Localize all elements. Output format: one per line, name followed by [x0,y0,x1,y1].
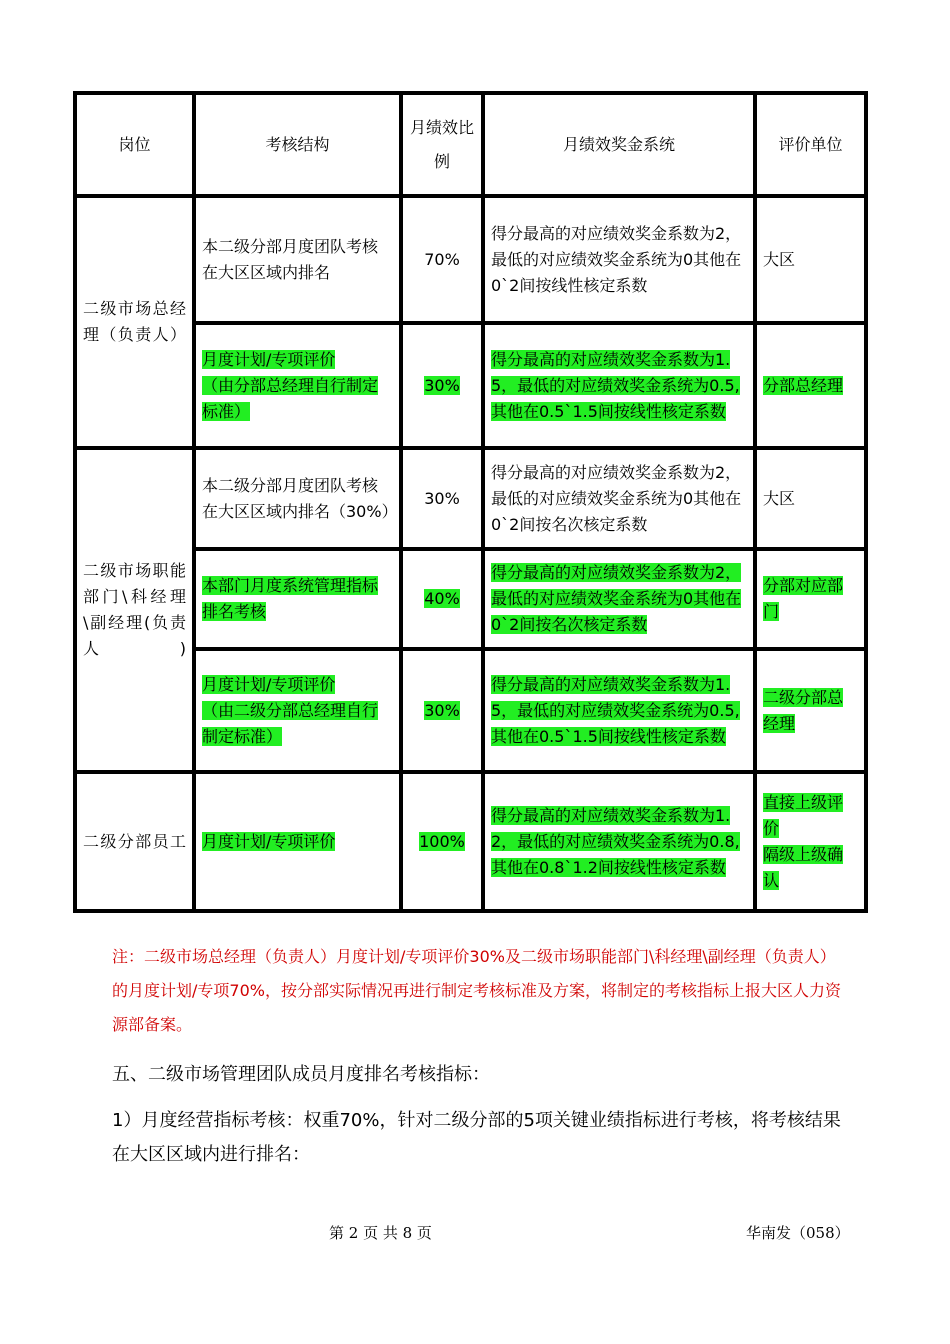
structure-text: 月度计划/专项评价 [202,831,336,851]
structure-note: （由分部总经理自行制定标准） [202,375,379,421]
unit-cell [755,649,866,772]
structure-cell [194,448,401,549]
table-row [75,323,866,448]
structure-text: 本二级分部月度团队考核在大区区域内排名 [202,236,379,282]
structure-cell [194,549,401,649]
ratio-text: 70% [424,249,460,269]
paragraph-1: 1）月度经营指标考核：权重70%，针对二级分部的5项关键业绩指标进行考核，将考核结果在大区区域内进行排名： [112,1110,841,1165]
section-heading: 五、二级市场管理团队成员月度排名考核指标： [112,1064,490,1085]
ratio-cell [401,448,483,549]
structure-cell [194,649,401,772]
system-cell [483,649,755,772]
structure-cell [194,772,401,911]
system-cell [483,196,755,323]
structure-text: 月度计划/专项评价 [202,674,336,694]
post-cell: 二级市场职能部门\科经理\副经理(负责人) [75,448,194,772]
unit-text: 二级分部总经理 [763,687,844,733]
ratio-text: 30% [424,375,460,395]
system-cell [483,448,755,549]
unit-text: 直接上级评价 [763,792,844,838]
system-cell [483,323,755,448]
table-note: 注：二级市场总经理（负责人）月度计划/专项评价30%及二级市场职能部门\科经理\副经理（负责人）的月度计划/专项70%，按分部实际情况再进行制定考核标准及方案，将制定的考核指标上报大区人力资源部备案。 [112,947,841,1034]
post-cell: 二级市场总经理（负责人） [75,196,194,448]
unit-cell [755,772,866,911]
system-text: 得分最高的对应绩效奖金系数为1.5，最低的对应绩效奖金系统为0.5,其他在0.5`1.5间按线性核定系数 [491,349,740,421]
unit-text-2: 隔级上级确认 [763,844,844,890]
header-evaluator: 评价单位 [755,93,866,196]
assessment-table [73,91,868,913]
table-row [75,649,866,772]
header-bonus-system: 月绩效奖金系统 [483,93,755,196]
table-header-row [75,93,866,196]
ratio-cell [401,649,483,772]
system-cell [483,549,755,649]
header-post: 岗位 [75,93,194,196]
system-text: 得分最高的对应绩效奖金系数为2，最低的对应绩效奖金系统为0其他在0`2间按名次核定系数 [491,563,742,634]
system-text: 得分最高的对应绩效奖金系数为1.5，最低的对应绩效奖金系统为0.5,其他在0.5`1.5间按线性核定系数 [491,674,740,746]
unit-cell [755,323,866,448]
unit-cell [755,448,866,549]
header-structure: 考核结构 [194,93,401,196]
unit-cell [755,196,866,323]
structure-text: 月度计划/专项评价 [202,349,336,369]
system-cell [483,772,755,911]
unit-text: 大区 [763,249,796,269]
structure-cell [194,196,401,323]
ratio-cell [401,196,483,323]
system-text: 得分最高的对应绩效奖金系数为2，最低的对应绩效奖金系统为0其他在0`2间按名次核定系数 [491,462,742,534]
structure-cell [194,323,401,448]
table-row [75,196,866,323]
ratio-text: 30% [424,700,460,720]
unit-cell [755,549,866,649]
table-row [75,772,866,911]
post-cell: 二级分部员工 [75,772,194,911]
ratio-text: 100% [419,831,465,851]
ratio-cell [401,549,483,649]
system-text: 得分最高的对应绩效奖金系数为2，最低的对应绩效奖金系统为0其他在0`2间按线性核定系数 [491,223,742,295]
ratio-cell [401,323,483,448]
document-number: 华南发（058） [746,1224,850,1242]
table-row [75,448,866,549]
header-ratio: 月绩效比例 [401,93,483,196]
ratio-text: 30% [424,488,460,508]
page-number: 第 2 页 共 8 页 [329,1224,432,1242]
ratio-text: 40% [424,589,460,608]
system-text: 得分最高的对应绩效奖金系数为1.2，最低的对应绩效奖金系统为0.8,其他在0.8`1.2间按线性核定系数 [491,805,740,877]
unit-text: 分部对应部门 [763,576,844,621]
unit-text: 分部总经理 [763,375,844,395]
structure-note: （由二级分部总经理自行制定标准） [202,700,379,746]
ratio-cell [401,772,483,911]
structure-text: 本二级分部月度团队考核在大区区域内排名（30%） [202,475,398,521]
unit-text: 大区 [763,488,796,508]
structure-text: 本部门月度系统管理指标排名考核 [202,576,379,621]
table-row [75,549,866,649]
